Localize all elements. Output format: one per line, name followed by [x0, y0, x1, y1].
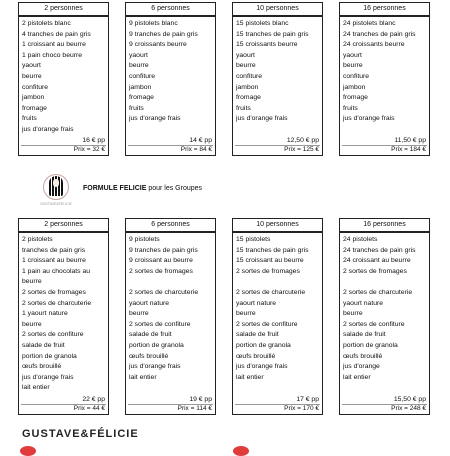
list-item: 2 sortes de fromages [236, 267, 300, 275]
list-item: 2 sortes de fromages [22, 288, 86, 296]
item-list [233, 233, 322, 395]
list-item: 9 croissants beurre [129, 41, 187, 49]
item-list [126, 17, 215, 136]
list-item [236, 277, 322, 288]
formule-banner [38, 166, 202, 210]
list-item: yaourt nature [343, 299, 384, 307]
item-list [340, 17, 429, 136]
list-item: beurre [22, 72, 42, 80]
price-total: Prix = 44 € [21, 404, 106, 414]
list-item: yaourt nature [236, 299, 277, 307]
list-item: 15 pistolets [236, 236, 271, 243]
list-item: 9 tranches de pain gris [129, 30, 198, 38]
list-item: jus d'orange frais [22, 125, 74, 133]
logo-face [53, 179, 59, 187]
item-list [19, 233, 108, 395]
list-item: 24 croissants beurre [343, 41, 405, 49]
list-item: jus d'orange frais [129, 363, 181, 371]
price-total: Prix = 248 € [342, 404, 427, 414]
list-item: portion de granola [22, 352, 77, 360]
list-item: 9 pistolets [129, 236, 160, 243]
list-item: confiture [22, 83, 49, 91]
list-item: œufs brouillé [129, 352, 169, 360]
list-item: 1 pain choco beurre [22, 51, 83, 59]
list-item: beurre [343, 62, 363, 70]
price-card-top [232, 2, 323, 156]
list-item: 24 tranches de pain gris [343, 30, 416, 38]
price-card-bottom [18, 218, 109, 415]
list-item: jambon [236, 83, 259, 91]
list-item: 9 tranches de pain gris [129, 246, 198, 254]
card-header: 6 personnes [126, 3, 215, 17]
list-item: œufs brouillé [236, 352, 276, 360]
list-item [343, 277, 429, 288]
list-item: 2 sortes de fromages [129, 267, 193, 275]
list-item: 1 croissant au beurre [22, 41, 86, 49]
list-item: 2 sortes de fromages [343, 267, 407, 275]
list-item: jus d'orange frais [236, 363, 288, 371]
list-item: yaourt [236, 51, 255, 59]
list-item: jus d'orange frais [236, 115, 288, 123]
bottom-price-grid [18, 218, 430, 415]
list-item [129, 277, 215, 288]
list-item: lait entier [22, 384, 50, 392]
card-header: 2 personnes [19, 3, 108, 17]
price-per-person: 15,50 € pp [393, 396, 426, 403]
list-item: beurre [22, 320, 42, 328]
list-item: beurre [236, 62, 256, 70]
list-item: 15 croissant au beurre [236, 257, 304, 265]
list-item: fromage [129, 94, 154, 102]
list-item: confiture [236, 72, 263, 80]
list-item: œufs brouillé [22, 363, 62, 371]
list-item: 15 pistolets blanc [236, 20, 289, 27]
price-per-person: 16 € pp [82, 137, 105, 144]
list-item: portion de granola [129, 341, 184, 349]
card-header: 2 personnes [19, 219, 108, 233]
list-item: 24 croissant au beurre [343, 257, 411, 265]
list-item: jus d'orange frais [129, 115, 181, 123]
list-item: 2 sortes de confiture [236, 320, 298, 328]
price-per-person: 17 € pp [296, 396, 319, 403]
red-dot-right [233, 446, 249, 456]
list-item: fruits [236, 104, 251, 112]
list-item: 2 sortes de confiture [22, 331, 84, 339]
list-item: yaourt [129, 51, 148, 59]
list-item: salade de fruit [236, 331, 279, 339]
list-item: lait entier [236, 373, 264, 381]
list-item: 24 tranches de pain gris [343, 246, 416, 254]
formule-title [83, 185, 202, 192]
list-item: fromage [343, 94, 368, 102]
list-item: fromage [236, 94, 261, 102]
price-total: Prix = 114 € [128, 404, 213, 414]
price-card-bottom [339, 218, 430, 415]
list-item: jambon [129, 83, 152, 91]
price-per-person: 19 € pp [189, 396, 212, 403]
list-item: 24 pistolets blanc [343, 20, 396, 27]
list-item: 1 croissant au beurre [22, 257, 86, 265]
list-item: lait entier [129, 373, 157, 381]
list-item: 9 pistolets blanc [129, 20, 178, 27]
card-header: 6 personnes [126, 219, 215, 233]
item-list [340, 233, 429, 395]
formule-title-rest: pour les Groupes [146, 184, 203, 192]
list-item: jambon [22, 94, 45, 102]
list-item: salade de fruit [22, 341, 65, 349]
list-item: beurre [236, 310, 256, 318]
list-item: 2 sortes de charcuterie [129, 288, 199, 296]
list-item: 9 croissant au beurre [129, 257, 193, 265]
list-item: 1 pain au chocolats au [22, 267, 91, 275]
price-total: Prix = 184 € [342, 145, 427, 155]
list-item: beurre [129, 62, 149, 70]
list-item: confiture [343, 72, 370, 80]
list-item: salade de fruit [343, 331, 386, 339]
price-card-top [125, 2, 216, 156]
top-price-grid [18, 2, 430, 156]
list-item: yaourt [343, 51, 362, 59]
list-item: 1 yaourt nature [22, 310, 68, 318]
list-item: jambon [343, 83, 366, 91]
list-item: 15 tranches de pain gris [236, 246, 309, 254]
item-list [19, 17, 108, 136]
list-item: fruits [129, 104, 144, 112]
red-dot-left [20, 446, 36, 456]
list-item: jus d'orange frais [22, 373, 74, 381]
card-header: 10 personnes [233, 219, 322, 233]
list-item: 15 croissants beurre [236, 41, 298, 49]
card-header: 16 personnes [340, 3, 429, 17]
list-item: jus d'orange [343, 363, 380, 371]
card-header: 10 personnes [233, 3, 322, 17]
list-item: 15 tranches de pain gris [236, 30, 309, 38]
list-item: œufs brouillé [343, 352, 383, 360]
card-header: 16 personnes [340, 219, 429, 233]
list-item: jus d'orange frais [343, 115, 395, 123]
price-total: Prix = 84 € [128, 145, 213, 155]
price-card-bottom [232, 218, 323, 415]
logo-text: GUSTAVE&FÉLICIE [40, 202, 72, 206]
list-item: 2 sortes de confiture [343, 320, 405, 328]
list-item: confiture [129, 72, 156, 80]
price-card-bottom [125, 218, 216, 415]
price-per-person: 11,50 € pp [394, 137, 426, 144]
list-item: fruits [22, 115, 37, 123]
list-item: 2 sortes de charcuterie [343, 288, 413, 296]
formule-title-bold: FORMULE FELICIE [83, 184, 147, 192]
price-per-person: 12,50 € pp [286, 137, 319, 144]
price-per-person: 14 € pp [189, 137, 212, 144]
list-item: yaourt nature [129, 299, 170, 307]
felicie-logo [38, 166, 74, 210]
list-item: 2 sortes de charcuterie [236, 288, 306, 296]
list-item: tranches de pain gris [22, 246, 86, 254]
list-item: fruits [343, 104, 358, 112]
list-item: beurre [343, 310, 363, 318]
list-item: beurre [129, 310, 149, 318]
list-item: lait entier [343, 373, 371, 381]
footer-brand: GUSTAVE&FÉLICIE [22, 428, 139, 440]
list-item: 24 pistolets [343, 236, 378, 243]
list-item: 2 pistolets [22, 236, 53, 243]
list-item: portion de granola [343, 341, 398, 349]
list-item: beurre [22, 278, 42, 286]
list-item: fromage [22, 104, 47, 112]
list-item: 4 tranches de pain gris [22, 30, 91, 38]
price-card-top [339, 2, 430, 156]
item-list [233, 17, 322, 136]
price-total: Prix = 32 € [21, 145, 106, 155]
item-list [126, 233, 215, 395]
price-card-top [18, 2, 109, 156]
list-item: 2 sortes de charcuterie [22, 299, 92, 307]
list-item: 2 pistolets blanc [22, 20, 71, 27]
price-total: Prix = 125 € [235, 145, 320, 155]
list-item: salade de fruit [129, 331, 172, 339]
list-item: portion de granola [236, 341, 291, 349]
price-total: Prix = 170 € [235, 404, 320, 414]
price-per-person: 22 € pp [82, 396, 105, 403]
list-item: 2 sortes de confiture [129, 320, 191, 328]
list-item: yaourt [22, 62, 41, 70]
